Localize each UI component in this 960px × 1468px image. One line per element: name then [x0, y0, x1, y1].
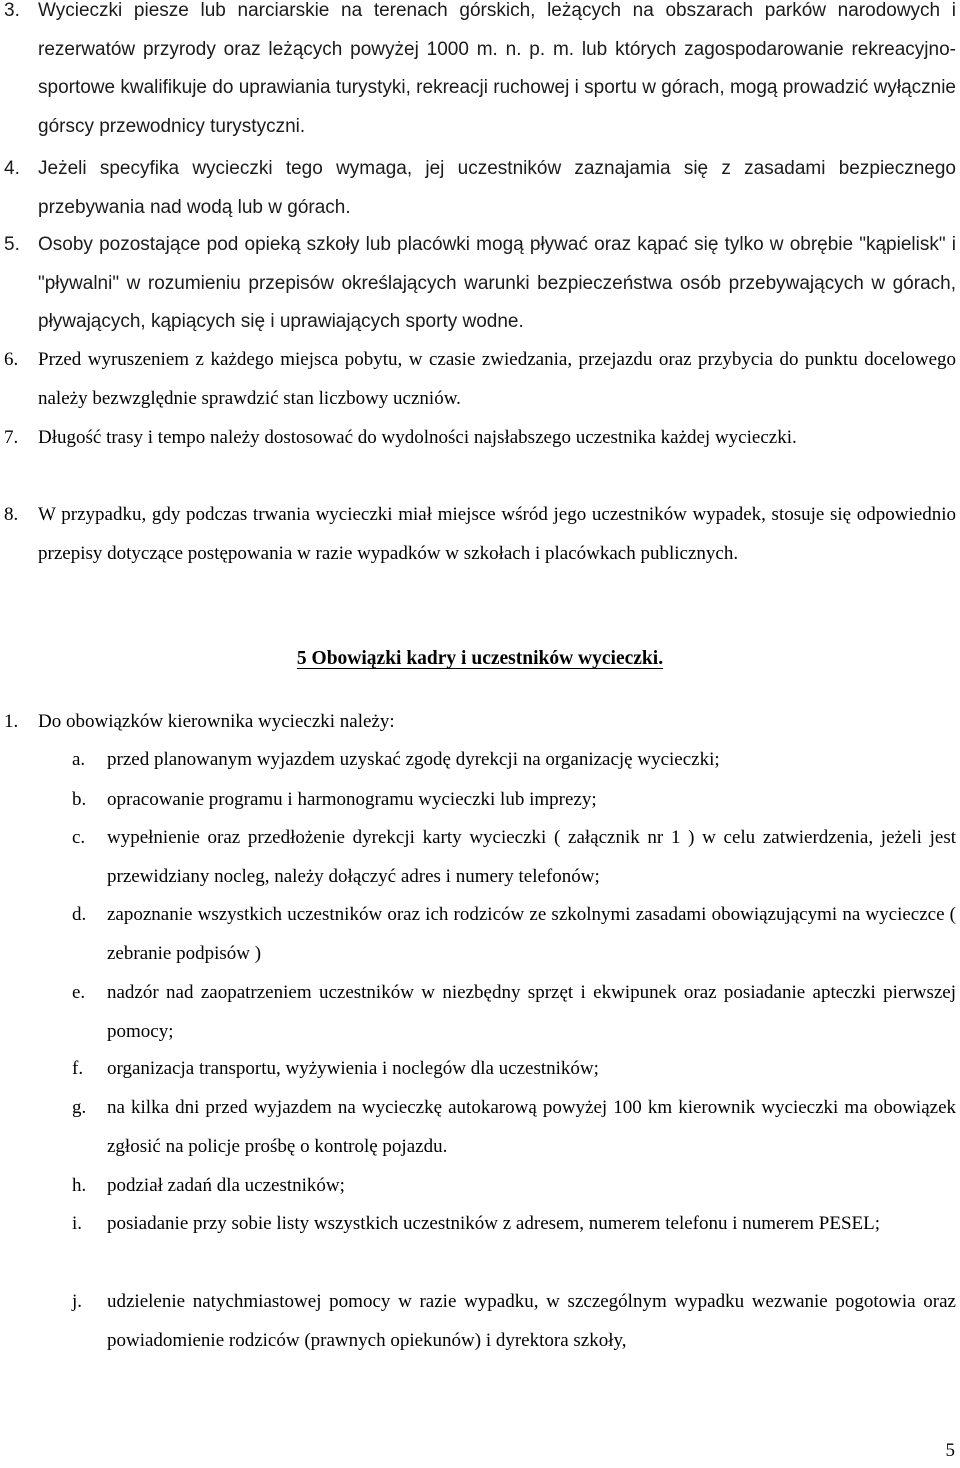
sub-item-letter: e. [72, 982, 86, 1003]
sub-item-text: posiadanie przy sobie listy wszystkich uczestników z adresem, numerem telefonu i numerem PESEL; [107, 1213, 880, 1234]
page-number: 5 [945, 1440, 955, 1461]
sub-item-letter: f. [72, 1058, 84, 1079]
sub-item-text: przed planowanym wyjazdem uzyskać zgodę dyrekcji na organizację wycieczki; [107, 749, 720, 770]
item-number: 4. [4, 158, 20, 179]
item-number: 5. [4, 234, 20, 255]
sub-item-text: organizacja transportu, wyżywienia i noclegów dla uczestników; [107, 1058, 599, 1079]
item-text: Jeżeli specyfika wycieczki tego wymaga, jej uczestników zaznajamia się z zasadami bezpiecznego przebywania nad wodą lub w górach. [38, 158, 956, 218]
item-text: Do obowiązków kierownika wycieczki należy: [38, 711, 395, 732]
item-number: 3. [4, 0, 20, 21]
sub-item-text: udzielenie natychmiastowej pomocy w razie wypadku, w szczególnym wypadku wezwanie pogotowia oraz powiadomienie rodziców (prawnych opiekunów) i dyrektora szkoły, [107, 1291, 956, 1351]
sub-item-letter: i. [72, 1213, 83, 1234]
item-text: Długość trasy i tempo należy dostosować do wydolności najsłabszego uczestnika każdej wycieczki. [38, 427, 797, 448]
section-heading-text: 5 Obowiązki kadry i uczestników wycieczki. [296, 648, 664, 669]
sub-item-text: opracowanie programu i harmonogramu wycieczki lub imprezy; [107, 789, 597, 810]
item-text: Osoby pozostające pod opieką szkoły lub placówki mogą pływać oraz kąpać się tylko w obrębie "kąpielisk" i "pływalni" w rozumieniu przepisów określających warunki bezpieczeństwa osób przebywających w górach, pływających, kąpiących się i uprawiających sporty wodne. [38, 234, 956, 332]
sub-item-letter: d. [72, 904, 87, 925]
sub-item-text: na kilka dni przed wyjazdem na wycieczkę autokarową powyżej 100 km kierownik wycieczki ma obowiązek zgłosić na policje prośbę o kontrolę pojazdu. [107, 1097, 956, 1157]
sub-item-letter: a. [72, 749, 86, 770]
item-number: 6. [4, 349, 19, 370]
sub-item-text: zapoznanie wszystkich uczestników oraz ich rodziców ze szkolnymi zasadami obowiązującymi na wycieczce ( zebranie podpisów ) [107, 904, 956, 964]
item-text: W przypadku, gdy podczas trwania wycieczki miał miejsce wśród jego uczestników wypadek, stosuje się odpowiednio przepisy dotyczące postępowania w razie wypadków w szkołach i placówkach publicznych. [38, 504, 956, 564]
sub-item-text: nadzór nad zaopatrzeniem uczestników w niezbędny sprzęt i ekwipunek oraz posiadanie apteczki pierwszej pomocy; [107, 982, 956, 1042]
sub-item-letter: j. [72, 1291, 83, 1312]
sub-item-text: wypełnienie oraz przedłożenie dyrekcji karty wycieczki ( załącznik nr 1 ) w celu zatwierdzenia, jeżeli jest przewidziany nocleg, należy dołączyć adres i numery telefonów; [107, 827, 956, 887]
section-heading [0, 640, 960, 678]
item-number: 8. [4, 504, 19, 525]
item-number: 1. [4, 711, 19, 732]
sub-item-letter: b. [72, 789, 87, 810]
sub-item-letter: g. [72, 1097, 87, 1118]
sub-item-text: podział zadań dla uczestników; [107, 1175, 345, 1196]
item-number: 7. [4, 427, 19, 448]
sub-item-letter: c. [72, 827, 86, 848]
sub-item-letter: h. [72, 1175, 87, 1196]
item-text: Wycieczki piesze lub narciarskie na terenach górskich, leżących na obszarach parków narodowych i rezerwatów przyrody oraz leżących powyżej 1000 m. n. p. m. lub których zagospodarowanie rekreacyjno-sportowe kwalifikuje do uprawiania turystyki, rekreacji ruchowej i sportu w górach, mogą prowadzić wyłącznie górscy przewodnicy turystyczni. [38, 0, 956, 137]
item-text: Przed wyruszeniem z każdego miejsca pobytu, w czasie zwiedzania, przejazdu oraz przybycia do punktu docelowego należy bezwzględnie sprawdzić stan liczbowy uczniów. [38, 349, 956, 409]
